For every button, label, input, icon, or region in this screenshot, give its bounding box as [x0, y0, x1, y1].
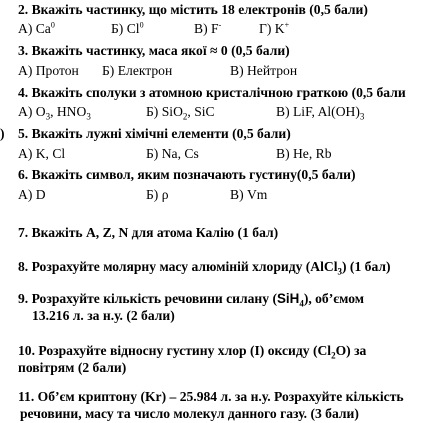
option-c: В) F-	[194, 20, 222, 36]
question-7-text: 7. Вкажіть A, Z, N для атома Калію (1 бал)	[18, 225, 279, 240]
question-10-text: 10. Розрахуйте відносну густину хлор (I) оксиду $(Cl_2O)$ за повітрям (2 бали)	[18, 343, 367, 375]
option-a: А) Протон	[18, 63, 79, 78]
question-5-text: 5. Вкажіть лужні хімічні елементи (0,5 бали)	[18, 126, 291, 141]
question-5-options	[18, 146, 422, 162]
option-b: Б) Електрон	[102, 63, 173, 78]
option-c: В) Vm	[230, 187, 268, 202]
option-c: В) Нейтрон	[230, 63, 298, 78]
option-a: А) K, Cl	[18, 146, 66, 161]
question-8-text: 8. Розрахуйте молярну масу алюміній хлориду (AlCl$_3$) (1 бал)	[18, 259, 391, 277]
cropped-edge-mark: )	[0, 126, 5, 141]
question-2-options	[18, 21, 422, 37]
question-4-text: 4. Вкажіть сполуки з атомною кристалічною граткою (0,5 бали	[18, 85, 406, 100]
option-c: В) He, Rb	[276, 146, 332, 161]
option-b: Б) Na, Cs	[146, 146, 199, 161]
question-11-text: 11. Об’єм криптону (Kr) – 25.984 л. за н.у. Розрахуйте кількість речовини, масу та число молекул данного газу. (3 бали)	[18, 389, 404, 421]
option-b: Б) ρ	[146, 187, 169, 202]
option-d: Г) K+	[259, 20, 290, 36]
question-9-text: 9. Розрахуйте кількість речовини силану (SiH$_4$), об’ємом 13.216 л. за н.у. (2 бали)	[18, 291, 365, 323]
question-3-options	[18, 63, 422, 79]
question-2-text: 2. Вкажіть частинку, що містить 18 електронів (0,5 бали)	[18, 2, 368, 17]
option-a: А) Ca$^0$	[18, 20, 55, 36]
question-4-options	[18, 104, 422, 120]
option-a: А) D	[18, 187, 46, 202]
question-6-options	[18, 187, 422, 203]
silane-formula: SiH	[276, 291, 300, 306]
option-b: Б) SiO$_2$, SiC	[146, 104, 215, 122]
option-b: Б) Cl$^0$	[111, 20, 144, 36]
option-a: А) $O_3$, $HNO_3$	[18, 104, 91, 122]
question-6-text: 6. Вкажіть символ, яким позначають густину(0,5 бали)	[18, 167, 356, 182]
question-3-text: 3. Вкажіть частинку, маса якої ≈ 0 (0,5 бали)	[18, 43, 290, 58]
option-c: В) LiF, $Al(OH)_3$	[276, 104, 365, 122]
